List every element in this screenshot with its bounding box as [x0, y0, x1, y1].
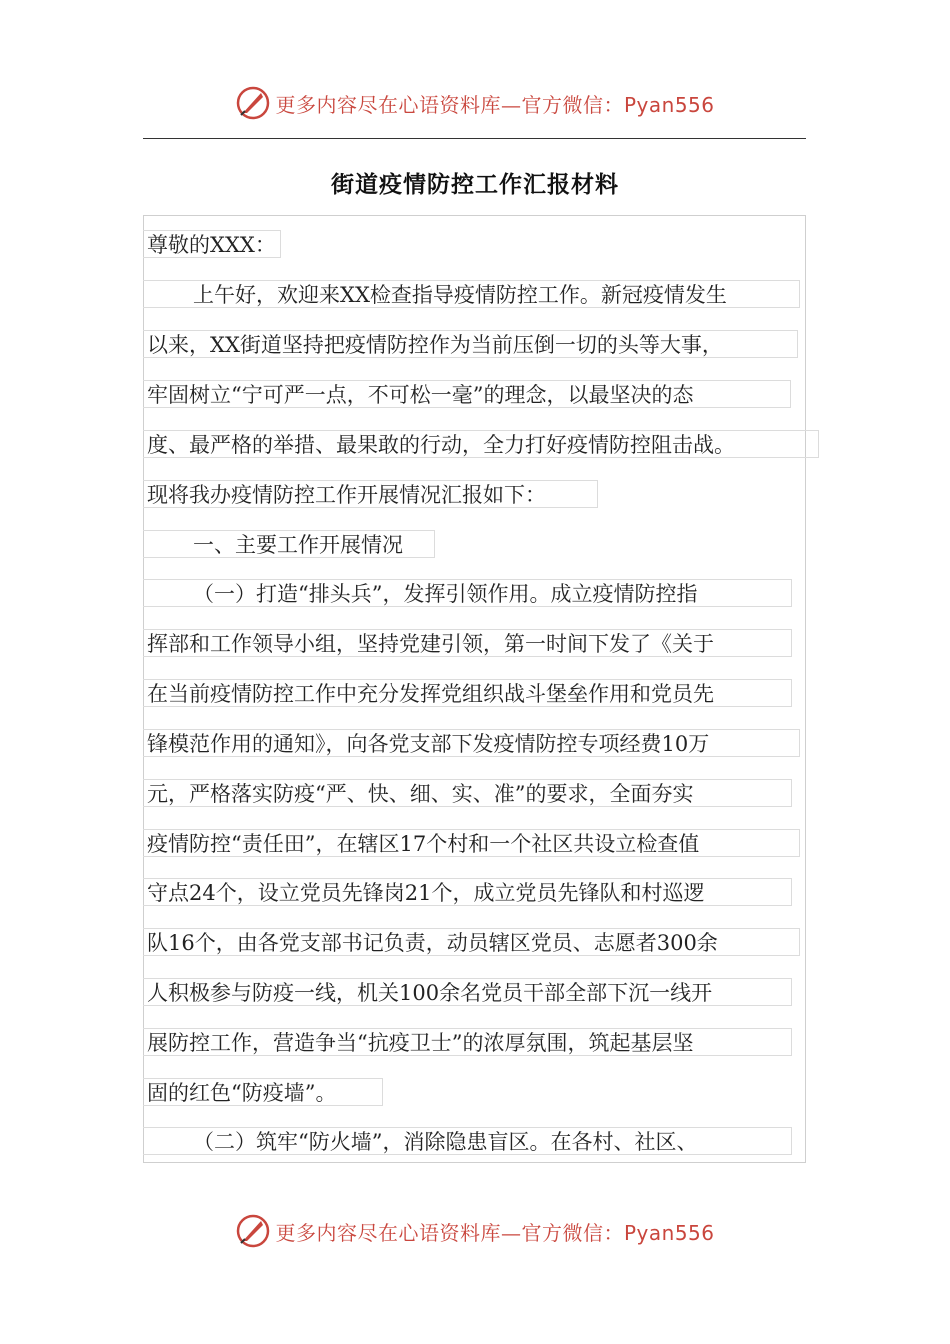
text-line: 现将我办疫情防控工作开展情况汇报如下： [143, 480, 598, 508]
text-line: 以来，XX街道坚持把疫情防控作为当前压倒一切的头等大事， [143, 330, 798, 358]
footer-banner [0, 1211, 950, 1251]
text-line: 队16个，由各党支部书记负责，动员辖区党员、志愿者300余 [143, 928, 800, 956]
text-line: 尊敬的XXX： [143, 230, 281, 258]
text-line: 疫情防控“责任田”，在辖区17个村和一个社区共设立检查值 [143, 829, 800, 857]
quill-logo-icon [235, 1213, 271, 1249]
document-title: 街道疫情防控工作汇报材料 [331, 171, 619, 198]
header-banner [0, 83, 950, 123]
text-line: 在当前疫情防控工作中充分发挥党组织战斗堡垒作用和党员先 [143, 679, 792, 707]
text-line: （一）打造“排头兵”，发挥引领作用。成立疫情防控指 [143, 579, 792, 607]
text-line: 挥部和工作领导小组，坚持党建引领，第一时间下发了《关于 [143, 629, 792, 657]
quill-logo-icon [235, 85, 271, 121]
header-divider [143, 138, 806, 139]
text-line: 守点24个，设立党员先锋岗21个，成立党员先锋队和村巡逻 [143, 878, 792, 906]
text-line: 展防控工作，营造争当“抗疫卫士”的浓厚氛围，筑起基层坚 [143, 1028, 792, 1056]
text-line: 度、最严格的举措、最果敢的行动，全力打好疫情防控阻击战。 [143, 430, 819, 458]
banner-text: 更多内容尽在心语资料库—官方微信：Pyan556 [275, 92, 715, 117]
text-line: 一、主要工作开展情况 [143, 530, 435, 558]
text-line: 上午好，欢迎来XX检查指导疫情防控工作。新冠疫情发生 [143, 280, 800, 308]
text-line: 元，严格落实防疫“严、快、细、实、准”的要求，全面夯实 [143, 779, 792, 807]
text-line: 锋模范作用的通知》，向各党支部下发疫情防控专项经费10万 [143, 729, 800, 757]
text-line: （二）筑牢“防火墙”，消除隐患盲区。在各村、社区、 [143, 1127, 792, 1155]
text-line: 人积极参与防疫一线，机关100余名党员干部全部下沉一线开 [143, 978, 792, 1006]
text-line: 固的红色“防疫墙”。 [143, 1078, 383, 1106]
banner-text: 更多内容尽在心语资料库—官方微信：Pyan556 [275, 1220, 715, 1245]
text-line: 牢固树立“宁可严一点，不可松一毫”的理念，以最坚决的态 [143, 380, 791, 408]
